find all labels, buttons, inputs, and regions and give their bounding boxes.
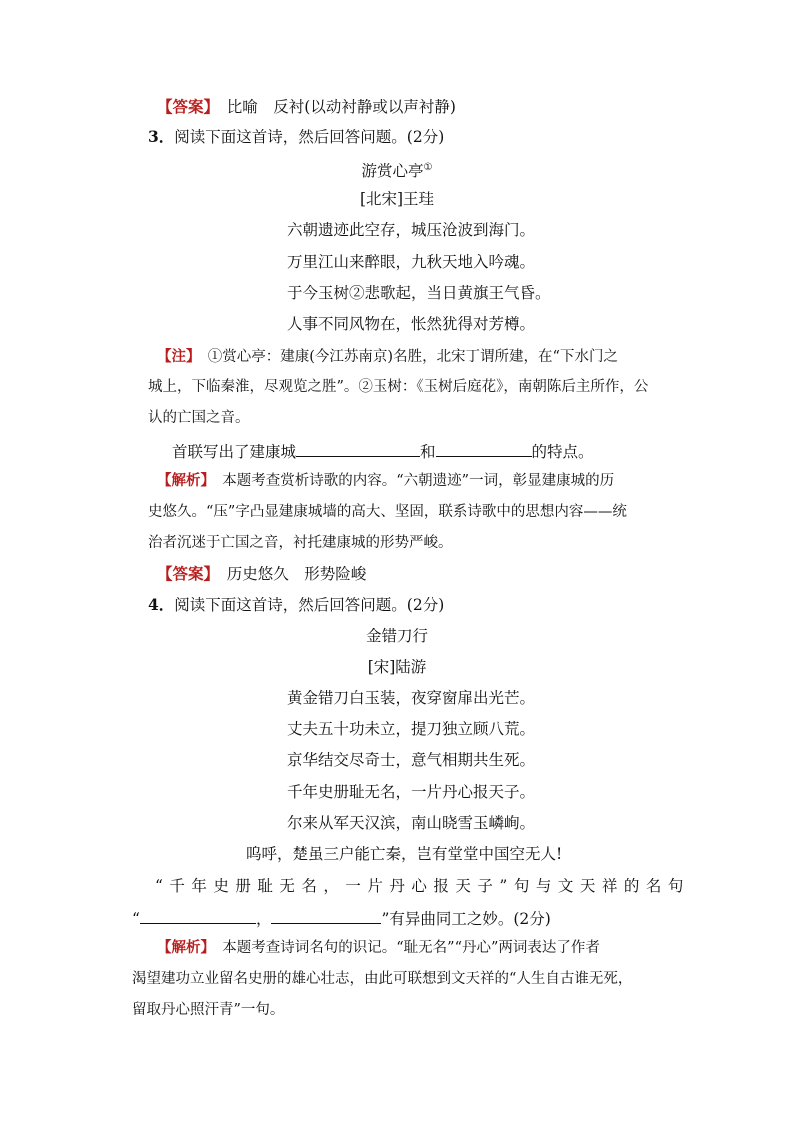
analysis-tag: 【解析】 xyxy=(157,472,208,489)
question-prompt: 阅读下面这首诗，然后回答问题。(2分) xyxy=(174,596,445,614)
note-line: 城上，下临秦淮，尽观览之胜”。②玉树：《玉树后庭花》，南朝陈后主所作，公 xyxy=(148,379,649,395)
poem-author: [宋]陆游 xyxy=(367,658,427,676)
poem-line: 六朝遗迹此空存，城压沧波到海门。 xyxy=(287,221,536,239)
note-line: 【注】 ①赏心亭：建康(今江苏南京)名胜，北宋丁谓所建，在“下水门之 xyxy=(157,348,618,365)
poem-line: 于今玉树②悲歌起，当日黄旗王气昏。 xyxy=(287,284,551,302)
poem-line: 尔来从军天汉滨，南山晓雪玉嶙峋。 xyxy=(287,814,536,832)
answer-text: 历史悠久 形势险峻 xyxy=(211,565,367,583)
analysis-tag: 【解析】 xyxy=(157,939,208,956)
analysis-line: 留取丹心照汗青”一句。 xyxy=(132,1002,285,1018)
poem-line: 呜呼，楚虽三户能亡秦，岂有堂堂中国空无人! xyxy=(246,845,563,863)
poem-title: 金错刀行 xyxy=(365,627,428,645)
poem-line: 人事不同风物在，怅然犹得对芳樽。 xyxy=(287,315,536,333)
question-4-prompt xyxy=(148,595,444,615)
analysis-line: 治者沉迷于亡国之音，衬托建康城的形势严峻。 xyxy=(148,535,453,551)
answer-blank-2[interactable] xyxy=(271,907,381,924)
footnote-mark: ① xyxy=(423,162,433,173)
question-3-prompt xyxy=(148,127,444,147)
question-number: 3． xyxy=(148,127,175,146)
analysis-line: 渴望建功立业留名史册的雄心壮志，由此可联想到文天祥的“人生自古谁无死， xyxy=(132,971,633,987)
answer-text: 比喻 反衬(以动衬静或以声衬静) xyxy=(211,98,456,116)
answer-line xyxy=(157,97,456,117)
poem-line: 万里江山来醉眼，九秋天地入吟魂。 xyxy=(287,253,536,271)
answer-blank-2[interactable] xyxy=(436,440,532,457)
answer-tag: 【答案】 xyxy=(157,564,212,583)
analysis-line: 【解析】 本题考查诗词名句的识记。“耻无名”“丹心”两词表达了作者 xyxy=(157,939,600,956)
answer-blank-1[interactable] xyxy=(140,907,256,924)
note-line: 认的亡国之音。 xyxy=(148,410,250,426)
note-tag: 【注】 xyxy=(157,348,194,365)
poem-title: 游赏心亭① xyxy=(361,162,433,181)
poem-line: 千年史册耻无名，一片丹心报天子。 xyxy=(287,783,536,801)
poem-line: 丈夫五十功未立，提刀独立顾八荒。 xyxy=(287,720,536,738)
fill-question-line: “千年史册耻无名，一片丹心报天子”句与文天祥的名句 xyxy=(155,877,690,895)
answer-tag: 【答案】 xyxy=(157,97,212,116)
question-prompt: 阅读下面这首诗，然后回答问题。(2分) xyxy=(174,128,445,146)
poem-author: [北宋]王珪 xyxy=(359,190,435,208)
fill-question: 首联写出了建康城 和 的特点。 xyxy=(172,440,594,462)
poem-line: 黄金错刀白玉装，夜穿窗扉出光芒。 xyxy=(287,689,536,707)
question-number: 4． xyxy=(148,595,175,614)
analysis-line: 【解析】 本题考查赏析诗歌的内容。“六朝遗迹”一词，彰显建康城的历 xyxy=(157,472,615,489)
analysis-line: 史悠久。“压”字凸显建康城墙的高大、坚固，联系诗歌中的思想内容——统 xyxy=(148,504,627,520)
answer-blank-1[interactable] xyxy=(296,440,420,457)
poem-line: 京华结交尽奇士，意气相期共生死。 xyxy=(287,751,536,769)
fill-question-line: “ ， ”有异曲同工之妙。(2分) xyxy=(132,907,551,929)
answer-line xyxy=(157,564,366,584)
